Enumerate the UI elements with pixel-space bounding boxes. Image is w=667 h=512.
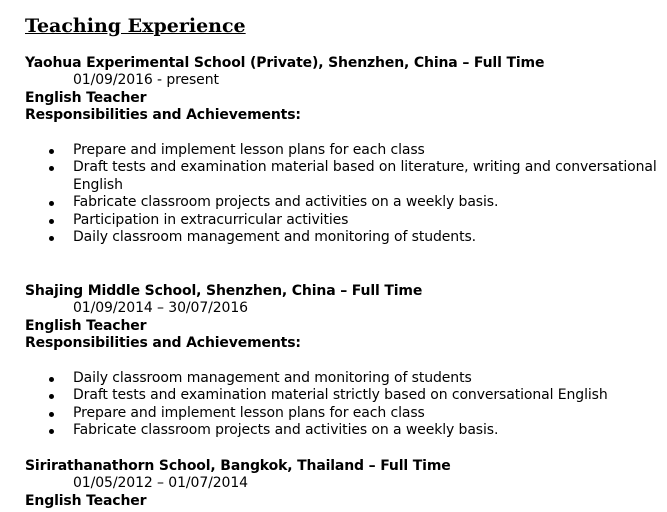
list-item (25, 159, 667, 194)
list-item (25, 194, 667, 211)
list-item-text: Fabricate classroom projects and activities on a weekly basis. (73, 194, 499, 211)
list-item-text: Draft tests and examination material based on literature, writing and conversational English (73, 159, 657, 193)
list-item-text: Daily classroom management and monitoring of students (73, 370, 472, 386)
bullet-icon (49, 219, 54, 224)
responsibilities-label: Responsibilities and Achievements: (25, 107, 301, 124)
bullet-icon (49, 412, 54, 417)
job-entry (25, 55, 667, 246)
bullet-icon (49, 149, 54, 154)
job-role: English Teacher (25, 492, 147, 509)
bullet-icon (49, 236, 54, 241)
employment-dates: 01/09/2014 – 30/07/2016 (73, 300, 248, 317)
responsibilities-list (25, 370, 667, 440)
employer-name: Sirirathanathorn School, Bangkok, Thailand – Full Time (25, 458, 451, 474)
list-item (25, 229, 667, 246)
bullet-icon (49, 201, 54, 206)
bullet-icon (49, 377, 54, 382)
list-item (25, 212, 667, 229)
list-item-text: Prepare and implement lesson plans for each class (73, 142, 425, 158)
bullet-icon (49, 394, 54, 399)
employment-dates: 01/09/2016 - present (73, 72, 219, 89)
list-item-text: Prepare and implement lesson plans for each class (73, 404, 425, 421)
list-item (25, 422, 667, 439)
employer-name: Yaohua Experimental School (Private), Shenzhen, China – Full Time (25, 55, 545, 71)
employer-name: Shajing Middle School, Shenzhen, China – Full Time (25, 283, 423, 299)
bullet-icon (49, 429, 54, 434)
list-item-text: Fabricate classroom projects and activities on a weekly basis. (73, 422, 499, 439)
section-heading: Teaching Experience (25, 15, 246, 37)
bullet-icon (49, 166, 54, 171)
list-item-text: Draft tests and examination material strictly based on conversational English (73, 387, 608, 404)
list-item (25, 387, 667, 404)
responsibilities-label: Responsibilities and Achievements: (25, 335, 301, 352)
job-entry (25, 458, 667, 510)
list-item-text: Participation in extracurricular activities (73, 211, 349, 228)
job-role: English Teacher (25, 317, 147, 334)
job-entry (25, 283, 667, 439)
list-item-text: Daily classroom management and monitoring of students. (73, 229, 476, 246)
list-item (25, 142, 667, 159)
list-item (25, 405, 667, 422)
job-role: English Teacher (25, 89, 147, 106)
list-item (25, 370, 667, 387)
responsibilities-list (25, 142, 667, 246)
employment-dates: 01/05/2012 – 01/07/2014 (73, 475, 248, 492)
